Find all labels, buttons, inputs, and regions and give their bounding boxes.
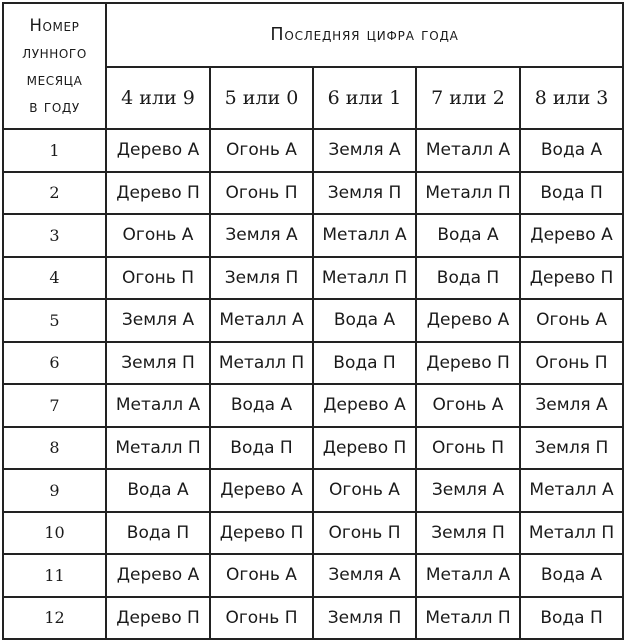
element-cell: Вода П xyxy=(416,257,520,300)
table-row xyxy=(3,299,623,342)
element-cell: Огонь П xyxy=(313,512,416,555)
element-cell: Земля П xyxy=(313,597,416,640)
element-cell: Дерево А xyxy=(416,299,520,342)
element-cell: Дерево А xyxy=(313,384,416,427)
month-number-cell: 4 xyxy=(3,257,106,300)
element-cell: Дерево П xyxy=(106,597,210,640)
month-number-cell: 8 xyxy=(3,427,106,470)
element-cell: Огонь П xyxy=(416,427,520,470)
element-cell: Дерево П xyxy=(416,342,520,385)
element-cell: Металл А xyxy=(416,129,520,172)
lunar-month-element-table xyxy=(2,2,624,640)
element-cell: Металл А xyxy=(520,469,623,512)
month-number-cell: 7 xyxy=(3,384,106,427)
element-cell: Вода П xyxy=(210,427,313,470)
table-row xyxy=(3,384,623,427)
table-row xyxy=(3,512,623,555)
month-number-header xyxy=(3,3,106,129)
table-row xyxy=(3,257,623,300)
table-row xyxy=(3,427,623,470)
element-cell: Огонь П xyxy=(106,257,210,300)
digit-column-header: 7 или 2 xyxy=(416,67,520,129)
element-cell: Вода П xyxy=(106,512,210,555)
element-cell: Металл А xyxy=(313,214,416,257)
element-cell: Огонь А xyxy=(416,384,520,427)
month-number-cell: 9 xyxy=(3,469,106,512)
table-row xyxy=(3,172,623,215)
element-cell: Металл А xyxy=(210,299,313,342)
month-number-cell: 12 xyxy=(3,597,106,640)
element-cell: Земля А xyxy=(210,214,313,257)
element-cell: Вода П xyxy=(313,342,416,385)
element-cell: Вода А xyxy=(210,384,313,427)
element-cell: Огонь П xyxy=(210,172,313,215)
digit-column-header: 4 или 9 xyxy=(106,67,210,129)
element-cell: Земля А xyxy=(106,299,210,342)
table-row xyxy=(3,129,623,172)
month-number-cell: 2 xyxy=(3,172,106,215)
element-cell: Земля А xyxy=(313,129,416,172)
table-row xyxy=(3,597,623,640)
element-cell: Вода А xyxy=(520,129,623,172)
table-row xyxy=(3,342,623,385)
digit-column-header: 6 или 1 xyxy=(313,67,416,129)
element-cell: Земля А xyxy=(520,384,623,427)
element-cell: Огонь П xyxy=(210,597,313,640)
element-cell: Дерево П xyxy=(106,172,210,215)
element-cell: Металл П xyxy=(210,342,313,385)
element-cell: Металл П xyxy=(106,427,210,470)
element-cell: Земля П xyxy=(416,512,520,555)
element-cell: Огонь А xyxy=(210,554,313,597)
month-number-cell: 1 xyxy=(3,129,106,172)
element-cell: Вода П xyxy=(520,597,623,640)
element-cell: Земля А xyxy=(313,554,416,597)
element-cell: Дерево П xyxy=(210,512,313,555)
element-cell: Дерево А xyxy=(210,469,313,512)
month-number-cell: 11 xyxy=(3,554,106,597)
element-cell: Вода А xyxy=(106,469,210,512)
element-cell: Земля П xyxy=(520,427,623,470)
element-cell: Дерево А xyxy=(106,554,210,597)
element-cell: Земля П xyxy=(210,257,313,300)
element-cell: Металл П xyxy=(416,172,520,215)
element-cell: Огонь А xyxy=(520,299,623,342)
month-number-cell: 6 xyxy=(3,342,106,385)
month-number-header-line: Номер xyxy=(29,16,80,35)
element-cell: Вода А xyxy=(416,214,520,257)
table-row xyxy=(3,469,623,512)
table-row xyxy=(3,214,623,257)
element-cell: Вода П xyxy=(520,172,623,215)
element-cell: Дерево П xyxy=(520,257,623,300)
month-number-cell: 5 xyxy=(3,299,106,342)
element-cell: Огонь А xyxy=(106,214,210,257)
month-number-header-line: в году xyxy=(29,97,80,116)
element-cell: Земля П xyxy=(106,342,210,385)
element-cell: Земля П xyxy=(313,172,416,215)
element-cell: Металл П xyxy=(416,597,520,640)
element-cell: Огонь А xyxy=(210,129,313,172)
table-row xyxy=(3,554,623,597)
element-cell: Дерево П xyxy=(313,427,416,470)
element-cell: Огонь А xyxy=(313,469,416,512)
digit-column-header: 5 или 0 xyxy=(210,67,313,129)
month-number-cell: 10 xyxy=(3,512,106,555)
element-cell: Дерево А xyxy=(106,129,210,172)
month-number-header-line: месяца xyxy=(26,70,83,89)
month-number-cell: 3 xyxy=(3,214,106,257)
element-cell: Дерево А xyxy=(520,214,623,257)
last-digit-of-year-header: Последняя цифра года xyxy=(106,3,623,67)
digit-column-header: 8 или 3 xyxy=(520,67,623,129)
element-cell: Металл П xyxy=(313,257,416,300)
element-cell: Вода А xyxy=(313,299,416,342)
element-cell: Металл А xyxy=(106,384,210,427)
month-number-header-line: лунного xyxy=(22,43,87,62)
element-cell: Огонь П xyxy=(520,342,623,385)
element-cell: Земля А xyxy=(416,469,520,512)
element-cell: Металл П xyxy=(520,512,623,555)
element-cell: Металл А xyxy=(416,554,520,597)
element-cell: Вода А xyxy=(520,554,623,597)
